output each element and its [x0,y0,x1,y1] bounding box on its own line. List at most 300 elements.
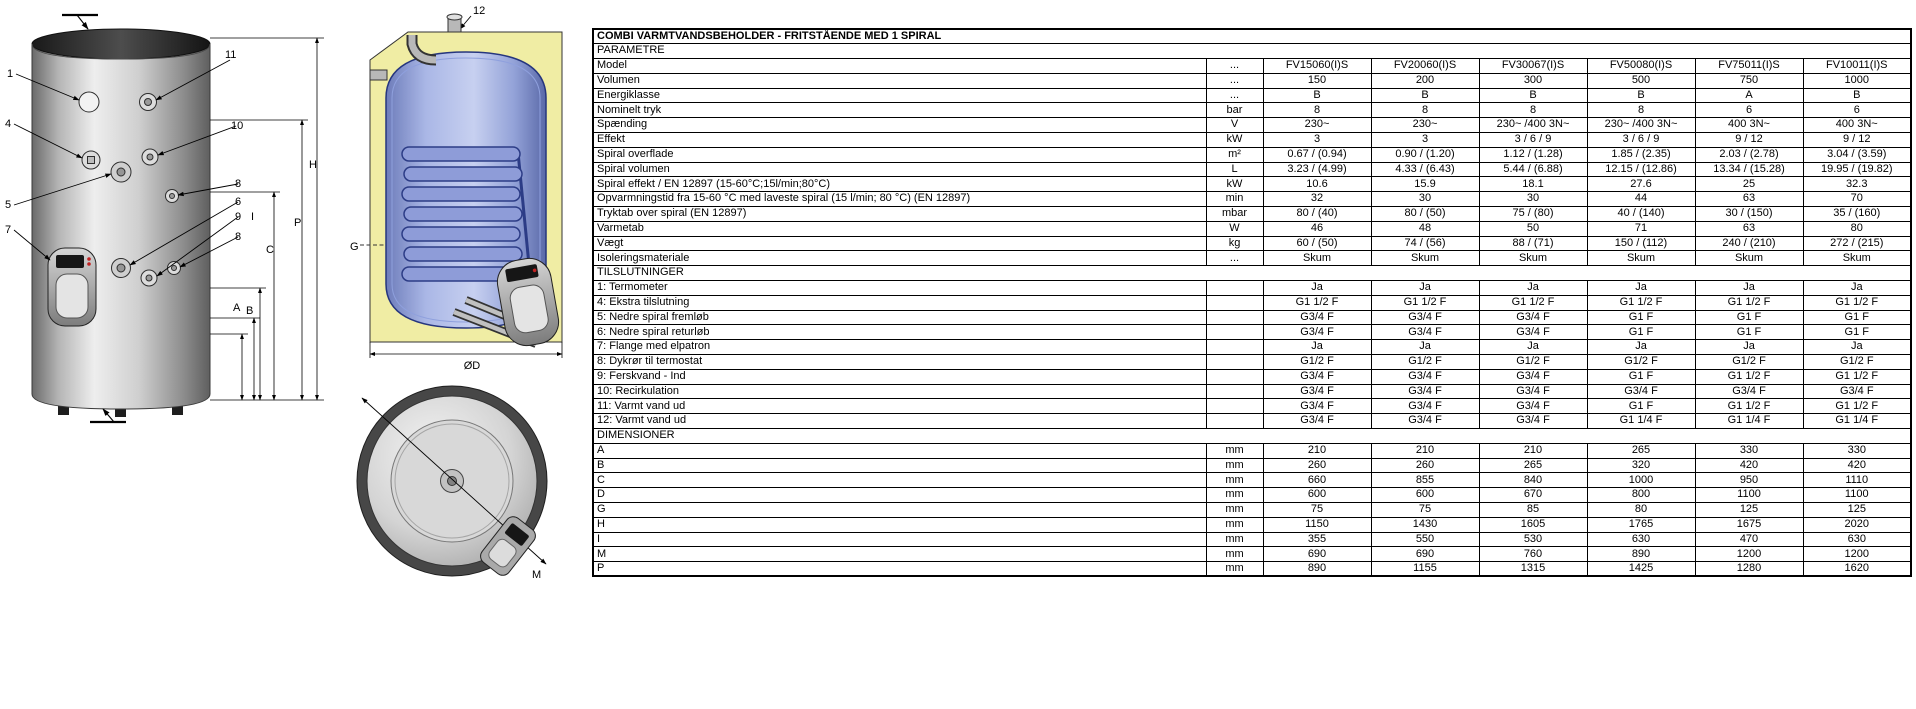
row-label: 7: Flange med elpatron [593,340,1206,355]
row-label: 10: Recirkulation [593,384,1206,399]
table-row [593,221,1911,236]
table-cell: G1 1/2 F [1587,295,1695,310]
row-unit: mm [1206,532,1263,547]
row-label: Model [593,59,1206,74]
table-cell: G1 1/2 F [1479,295,1587,310]
table-cell: 88 / (71) [1479,236,1587,251]
control-cover [56,274,88,318]
table-row-section [593,266,1911,281]
table-cell: 6 [1695,103,1803,118]
table-cell: Ja [1587,281,1695,296]
table-row-section [593,429,1911,444]
table-cell: Ja [1695,281,1803,296]
table-cell: G1 1/4 F [1587,414,1695,429]
table-cell: 210 [1263,443,1371,458]
table-row [593,281,1911,296]
table-cell: B [1587,88,1695,103]
tank-top-view [348,382,586,622]
table-cell: 550 [1371,532,1479,547]
table-cell: 125 [1695,503,1803,518]
table-cell: 4.33 / (6.43) [1371,162,1479,177]
table-row [593,207,1911,222]
callout-1-label: 1 [7,68,14,80]
dimension-lines [210,38,324,400]
table-row [593,547,1911,562]
table-cell: 12.15 / (12.86) [1587,162,1695,177]
table-cell: 630 [1803,532,1911,547]
table-cell: 80 [1803,221,1911,236]
row-label: 1: Termometer [593,281,1206,296]
control-panel [48,248,96,326]
table-cell: 760 [1479,547,1587,562]
table-cell: 15.9 [1371,177,1479,192]
row-unit [1206,325,1263,340]
table-row [593,399,1911,414]
table-cell: G3/4 F [1371,369,1479,384]
table-cell: B [1263,88,1371,103]
table-cell: FV50080(I)S [1587,59,1695,74]
table-cell: 800 [1587,488,1695,503]
table-cell: 25 [1695,177,1803,192]
table-cell: G1 F [1695,325,1803,340]
table-cell: 750 [1695,73,1803,88]
row-label: Opvarmningstid fra 15-60 °C med laveste spiral (15 l/min; 80 °C) (EN 12897) [593,192,1206,207]
table-cell: 265 [1587,443,1695,458]
row-label: D [593,488,1206,503]
table-cell: 8 [1587,103,1695,118]
table-cell: 1150 [1263,517,1371,532]
dim-label-a: A [233,302,241,314]
table-cell: B [1803,88,1911,103]
table-cell: Skum [1371,251,1479,266]
row-unit: kW [1206,177,1263,192]
table-cell: 63 [1695,192,1803,207]
side-stub-pipe [370,70,387,80]
table-cell: Skum [1263,251,1371,266]
dimension-labels [233,159,317,317]
table-row [593,133,1911,148]
table-cell: Skum [1695,251,1803,266]
table-cell: G1 F [1587,399,1695,414]
dim-label-g: G [350,241,359,253]
row-unit: mm [1206,503,1263,518]
tank-side-view [2,2,344,434]
table-cell: 1155 [1371,562,1479,577]
callout-7-label: 7 [5,224,12,236]
spec-table [592,28,1912,577]
table-row [593,162,1911,177]
table-cell: Ja [1695,340,1803,355]
table-cell: G3/4 F [1587,384,1695,399]
row-label: Spiral effekt / EN 12897 (15-60°C;15l/min;80°C) [593,177,1206,192]
table-cell: 6 [1803,103,1911,118]
callout-8-lower-label: 8 [235,231,242,243]
table-cell: 71 [1587,221,1695,236]
dim-label-i: I [251,211,255,223]
table-cell: 470 [1695,532,1803,547]
table-cell: 230~ [1371,118,1479,133]
table-cell: 8 [1263,103,1371,118]
table-cell: 74 / (56) [1371,236,1479,251]
row-unit: ... [1206,88,1263,103]
table-cell: Skum [1479,251,1587,266]
row-unit: ... [1206,73,1263,88]
row-unit: mm [1206,473,1263,488]
table-row [593,59,1911,74]
table-cell: G3/4 F [1263,414,1371,429]
table-row [593,325,1911,340]
row-label: A [593,443,1206,458]
table-cell: G3/4 F [1371,325,1479,340]
table-row [593,73,1911,88]
table-row [593,310,1911,325]
table-cell: G3/4 F [1371,414,1479,429]
table-cell: Skum [1587,251,1695,266]
table-cell: 210 [1479,443,1587,458]
callout-8-upper-label: 8 [235,178,242,190]
table-row-section [593,44,1911,59]
table-cell: 660 [1263,473,1371,488]
row-unit: mm [1206,488,1263,503]
table-row [593,443,1911,458]
row-label: H [593,517,1206,532]
section-header: TILSLUTNINGER [593,266,1911,281]
table-row [593,236,1911,251]
table-cell: 1315 [1479,562,1587,577]
table-cell: FV30067(I)S [1479,59,1587,74]
table-cell: 950 [1695,473,1803,488]
table-row [593,458,1911,473]
table-cell: 2.03 / (2.78) [1695,147,1803,162]
table-cell: G3/4 F [1479,399,1587,414]
row-unit: W [1206,221,1263,236]
table-row [593,532,1911,547]
table-row [593,118,1911,133]
table-cell: 150 / (112) [1587,236,1695,251]
dim-label-m: M [532,569,542,581]
row-unit [1206,414,1263,429]
row-unit: V [1206,118,1263,133]
table-cell: 3 [1371,133,1479,148]
table-cell: 1765 [1587,517,1695,532]
table-cell: 3.04 / (3.59) [1803,147,1911,162]
table-cell: 13.34 / (15.28) [1695,162,1803,177]
table-cell: 600 [1263,488,1371,503]
table-cell: Ja [1371,340,1479,355]
table-cell: 80 / (40) [1263,207,1371,222]
table-cell: FV20060(I)S [1371,59,1479,74]
table-cell: 300 [1479,73,1587,88]
table-cell: 18.1 [1479,177,1587,192]
table-cell: 1280 [1695,562,1803,577]
table-cell: 10.6 [1263,177,1371,192]
row-label: Volumen [593,73,1206,88]
table-row [593,103,1911,118]
row-unit [1206,295,1263,310]
table-cell: 85 [1479,503,1587,518]
section-header: PARAMETRE [593,44,1911,59]
table-cell: G3/4 F [1371,399,1479,414]
row-label: M [593,547,1206,562]
table-cell: 80 / (50) [1371,207,1479,222]
row-unit: mm [1206,562,1263,577]
callout-10-label: 10 [231,120,244,132]
table-cell: 265 [1479,458,1587,473]
table-cell: 355 [1263,532,1371,547]
table-row-title [593,29,1911,44]
table-cell: 63 [1695,221,1803,236]
row-unit [1206,340,1263,355]
table-row [593,251,1911,266]
table-cell: 260 [1371,458,1479,473]
row-label: B [593,458,1206,473]
table-cell: 1675 [1695,517,1803,532]
table-cell: 27.6 [1587,177,1695,192]
table-row [593,340,1911,355]
table-cell: 3 / 6 / 9 [1479,133,1587,148]
table-cell: 1.85 / (2.35) [1587,147,1695,162]
table-cell: G1/2 F [1587,355,1695,370]
tank-body [32,29,210,417]
tank-top-cap [32,29,210,59]
table-cell: FV15060(I)S [1263,59,1371,74]
callout-5-label: 5 [5,199,12,211]
technical-drawings [0,0,590,709]
table-cell: A [1695,88,1803,103]
table-cell: 400 3N~ [1803,118,1911,133]
row-label: 6: Nedre spiral returløb [593,325,1206,340]
row-label: C [593,473,1206,488]
row-unit [1206,369,1263,384]
row-unit: mm [1206,443,1263,458]
table-cell: G1 1/4 F [1695,414,1803,429]
row-unit: bar [1206,103,1263,118]
row-label: Effekt [593,133,1206,148]
table-cell: 3 [1263,133,1371,148]
table-cell: 30 / (150) [1695,207,1803,222]
row-label: 12: Varmt vand ud [593,414,1206,429]
table-cell: G1/2 F [1263,355,1371,370]
table-cell: 210 [1371,443,1479,458]
table-cell: 44 [1587,192,1695,207]
row-unit: L [1206,162,1263,177]
table-row [593,488,1911,503]
table-cell: 240 / (210) [1695,236,1803,251]
table-cell: 75 [1371,503,1479,518]
table-cell: 125 [1803,503,1911,518]
callout-11-label: 11 [225,49,237,61]
table-cell: G3/4 F [1695,384,1803,399]
table-cell: FV75011(I)S [1695,59,1803,74]
table-cell: G1 1/2 F [1695,295,1803,310]
callout-12 [460,5,485,29]
table-cell: 260 [1263,458,1371,473]
table-cell: G3/4 F [1479,369,1587,384]
table-cell: 600 [1371,488,1479,503]
table-cell: 500 [1587,73,1695,88]
table-cell: 200 [1371,73,1479,88]
row-unit: mm [1206,517,1263,532]
table-cell: 1200 [1803,547,1911,562]
row-label: I [593,532,1206,547]
table-cell: G3/4 F [1263,399,1371,414]
row-unit [1206,281,1263,296]
row-unit [1206,384,1263,399]
table-row [593,295,1911,310]
table-cell: 400 3N~ [1695,118,1803,133]
row-label: 9: Ferskvand - Ind [593,369,1206,384]
table-cell: Ja [1263,340,1371,355]
table-cell: G3/4 F [1263,384,1371,399]
table-cell: Ja [1803,281,1911,296]
table-title: COMBI VARMTVANDSBEHOLDER - FRITSTÅENDE MED 1 SPIRAL [593,29,1911,44]
table-cell: G3/4 F [1479,310,1587,325]
row-unit: m² [1206,147,1263,162]
table-cell: 1425 [1587,562,1695,577]
table-cell: G1 F [1803,325,1911,340]
table-cell: G1 1/4 F [1803,414,1911,429]
table-cell: FV10011(I)S [1803,59,1911,74]
table-cell: 330 [1803,443,1911,458]
table-cell: Ja [1479,281,1587,296]
row-unit [1206,355,1263,370]
dim-label-b: B [246,305,254,317]
table-cell: 1110 [1803,473,1911,488]
row-label: Energiklasse [593,88,1206,103]
table-cell: 855 [1371,473,1479,488]
table-cell: 48 [1371,221,1479,236]
table-cell: 690 [1263,547,1371,562]
table-cell: 75 / (80) [1479,207,1587,222]
row-label: 8: Dykrør til termostat [593,355,1206,370]
table-cell: 890 [1587,547,1695,562]
table-cell: G1 1/2 F [1803,399,1911,414]
row-label: 4: Ekstra tilslutning [593,295,1206,310]
section-header: DIMENSIONER [593,429,1911,444]
table-cell: 330 [1695,443,1803,458]
table-cell: G1 1/2 F [1803,369,1911,384]
table-cell: 150 [1263,73,1371,88]
table-cell: G3/4 F [1371,384,1479,399]
table-cell: G1 F [1587,325,1695,340]
table-cell: 40 / (140) [1587,207,1695,222]
table-row [593,414,1911,429]
table-cell: 35 / (160) [1803,207,1911,222]
row-unit: mbar [1206,207,1263,222]
spec-table-body [593,29,1911,576]
table-cell: 1430 [1371,517,1479,532]
table-cell: 0.90 / (1.20) [1371,147,1479,162]
row-label: Vægt [593,236,1206,251]
table-cell: 32.3 [1803,177,1911,192]
row-unit: kg [1206,236,1263,251]
table-cell: G3/4 F [1371,310,1479,325]
table-cell: Ja [1479,340,1587,355]
table-cell: 230~ [1263,118,1371,133]
table-cell: Ja [1803,340,1911,355]
table-cell: G3/4 F [1263,369,1371,384]
row-label: Nominelt tryk [593,103,1206,118]
table-cell: 320 [1587,458,1695,473]
row-unit: mm [1206,547,1263,562]
table-row [593,355,1911,370]
table-cell: 3.23 / (4.99) [1263,162,1371,177]
dim-label-p: P [294,217,302,229]
table-cell: 80 [1587,503,1695,518]
port-1-termometer [79,92,99,112]
table-cell: 272 / (215) [1803,236,1911,251]
table-cell: G1 1/2 F [1695,369,1803,384]
table-cell: G1/2 F [1695,355,1803,370]
callout-4-label: 4 [5,118,12,130]
row-unit: ... [1206,59,1263,74]
table-cell: G3/4 F [1479,414,1587,429]
table-cell: G3/4 F [1263,310,1371,325]
table-row [593,88,1911,103]
table-cell: G1/2 F [1803,355,1911,370]
dim-label-diameter: ØD [463,360,481,372]
table-cell: 5.44 / (6.88) [1479,162,1587,177]
table-cell: G1 F [1695,310,1803,325]
table-cell: G3/4 F [1479,325,1587,340]
row-label: Isoleringsmateriale [593,251,1206,266]
table-cell: 1100 [1695,488,1803,503]
row-label: G [593,503,1206,518]
table-row [593,562,1911,577]
table-cell: Ja [1263,281,1371,296]
table-cell: B [1479,88,1587,103]
table-cell: G1 1/2 F [1803,295,1911,310]
table-cell: Ja [1587,340,1695,355]
row-label: Varmetab [593,221,1206,236]
table-cell: 840 [1479,473,1587,488]
table-cell: G1 1/2 F [1371,295,1479,310]
table-cell: Skum [1803,251,1911,266]
callout-12-label: 12 [473,5,486,17]
table-cell: 9 / 12 [1803,133,1911,148]
table-cell: 8 [1371,103,1479,118]
table-cell: 30 [1479,192,1587,207]
table-cell: B [1371,88,1479,103]
row-label: 5: Nedre spiral fremløb [593,310,1206,325]
table-cell: G1 F [1587,369,1695,384]
row-unit: ... [1206,251,1263,266]
table-cell: 670 [1479,488,1587,503]
section-arrow-top [62,15,98,29]
row-unit: kW [1206,133,1263,148]
table-cell: G3/4 F [1803,384,1911,399]
table-cell: 1000 [1587,473,1695,488]
table-cell: 1605 [1479,517,1587,532]
row-label: P [593,562,1206,577]
row-unit: min [1206,192,1263,207]
table-row [593,147,1911,162]
table-cell: 230~ /400 3N~ [1587,118,1695,133]
table-cell: 19.95 / (19.82) [1803,162,1911,177]
table-cell: Ja [1371,281,1479,296]
dim-label-c: C [266,244,274,256]
table-cell: G3/4 F [1263,325,1371,340]
table-row [593,369,1911,384]
table-row [593,177,1911,192]
table-cell: 1000 [1803,73,1911,88]
row-unit [1206,310,1263,325]
row-unit: mm [1206,458,1263,473]
table-cell: 1.12 / (1.28) [1479,147,1587,162]
table-cell: G3/4 F [1479,384,1587,399]
row-label: Spiral volumen [593,162,1206,177]
table-cell: 0.67 / (0.94) [1263,147,1371,162]
